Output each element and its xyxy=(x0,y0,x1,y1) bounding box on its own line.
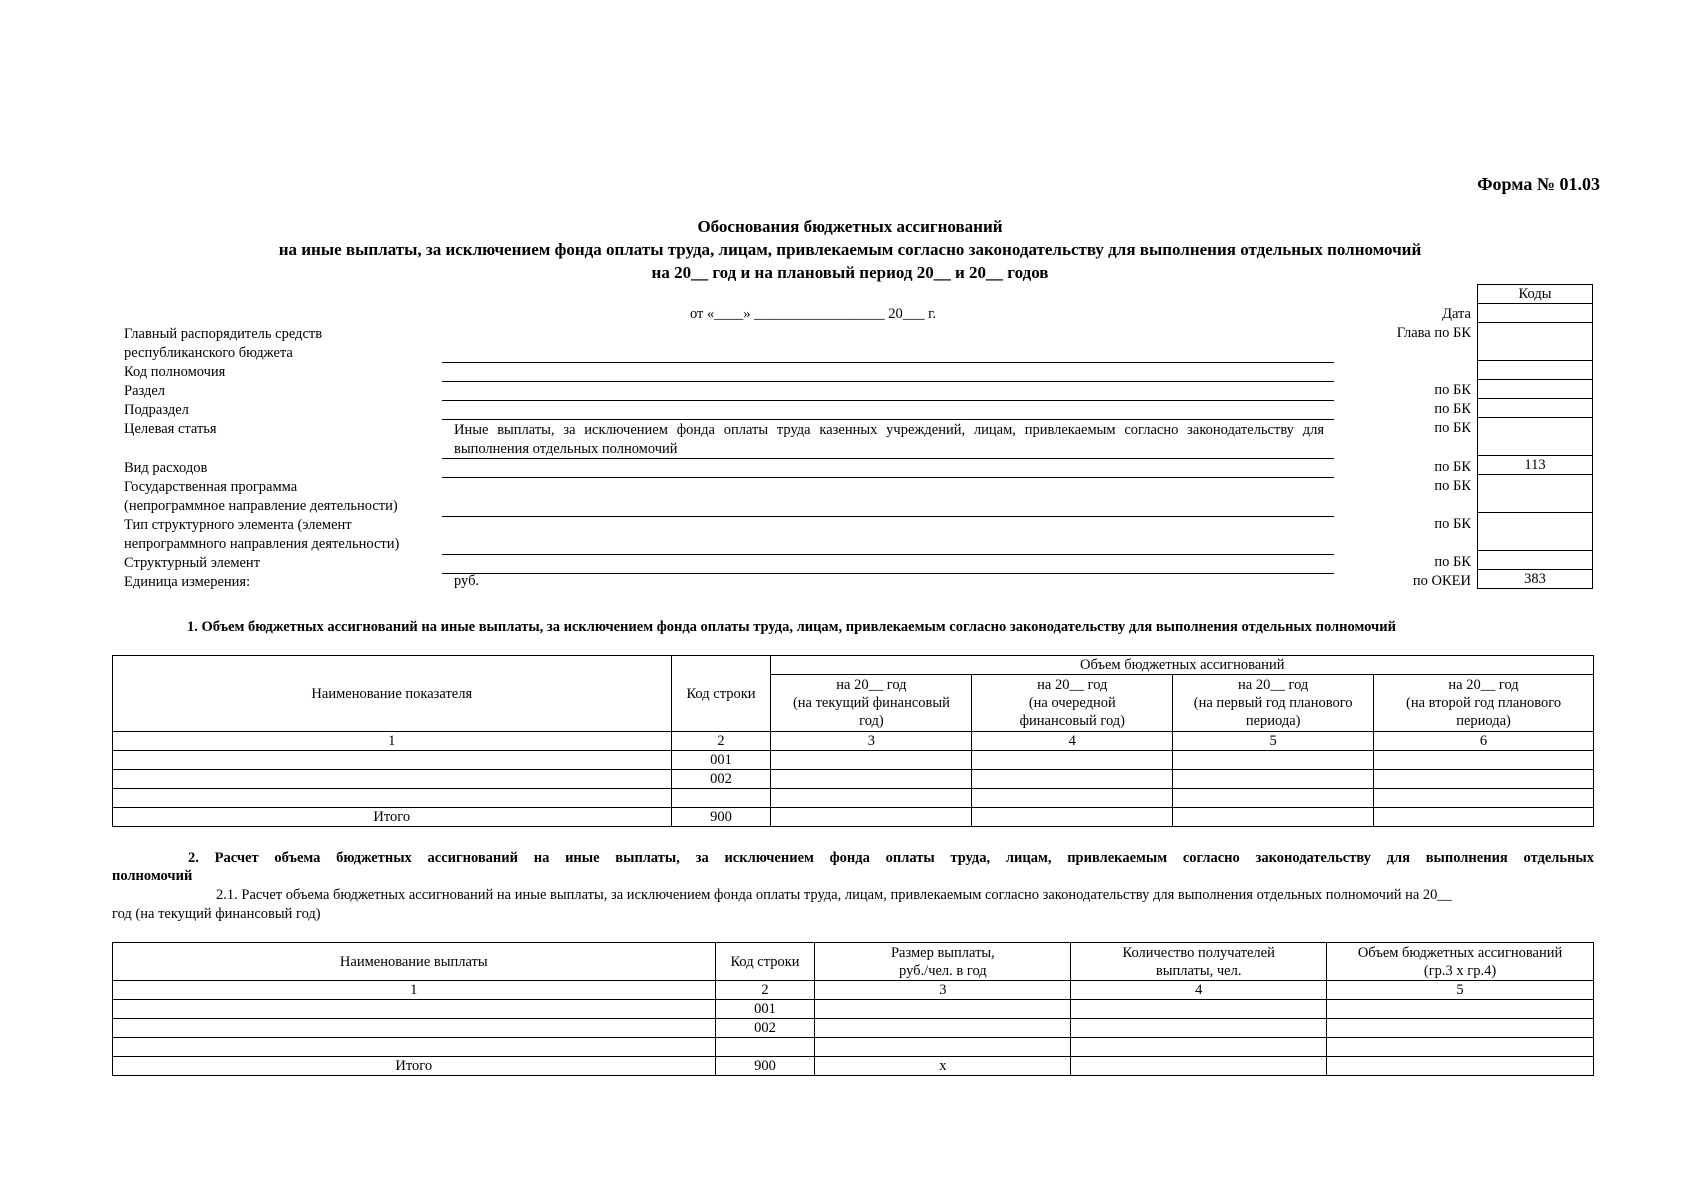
row-c3 xyxy=(815,1000,1071,1019)
col-header-3: Размер выплаты, руб./чел. в год xyxy=(815,943,1071,981)
label-po-okei: по ОКЕИ xyxy=(1412,573,1471,589)
row-c3 xyxy=(815,1038,1071,1057)
col-header-code: Код строки xyxy=(715,943,815,981)
field-line xyxy=(442,362,1334,363)
label-edinitsa: Единица измерения: xyxy=(124,574,251,590)
row-code xyxy=(671,789,771,808)
section2-sub-a: 2.1. Расчет объема бюджетных ассигнований на иные выплаты, за исключением фонда оплаты труда, лицам, привлекаемым согласно законодательству для выполнения отдельных полномочий на 20__ xyxy=(216,887,1452,903)
label-tip-1: Тип структурного элемента (элемент xyxy=(124,517,352,533)
label-po-bk: по БК xyxy=(1434,459,1471,475)
col-number: 4 xyxy=(1071,981,1327,1000)
tselevaya-value: Иные выплаты, за исключением фонда оплаты труда казенных учреждений, лицам, привлекаемым согласно законодательству для выполнения отдельных полномочий xyxy=(454,422,1324,457)
col-number: 3 xyxy=(771,732,972,751)
row-c3: х xyxy=(815,1057,1071,1076)
label-po-bk: по БК xyxy=(1434,516,1471,532)
row-code: 900 xyxy=(715,1057,815,1076)
code-cell-glava xyxy=(1478,323,1593,361)
col-number: 3 xyxy=(815,981,1071,1000)
code-cell-podrazdel xyxy=(1478,399,1593,418)
document-title-line2: на иные выплаты, за исключением фонда оплаты труда, лицам, привлекаемым согласно законодательству для выполнения отдельных полномочий xyxy=(278,240,1422,259)
codes-table xyxy=(1477,284,1593,589)
table-row xyxy=(113,789,1594,808)
section2-title-a: 2. Расчет объема бюджетных ассигнований на иные выплаты, за исключением фонда оплаты труда, лицам, привлекаемым согласно законодательству для выполнения отдельных xyxy=(188,850,1594,866)
col-number: 1 xyxy=(113,981,716,1000)
section1-table xyxy=(112,655,1594,827)
col-number: 2 xyxy=(671,732,771,751)
label-vid-raskhodov: Вид расходов xyxy=(124,460,208,476)
col-number: 1 xyxy=(113,732,672,751)
label-gos-prog-2: (непрограммное направление деятельности) xyxy=(124,498,398,514)
col-header-group: Объем бюджетных ассигнований xyxy=(771,656,1594,675)
col-number: 5 xyxy=(1327,981,1594,1000)
row-name xyxy=(113,1038,716,1057)
col-number: 4 xyxy=(972,732,1173,751)
table-row-total xyxy=(113,1057,1594,1076)
code-cell-tselevaya xyxy=(1478,418,1593,456)
row-code xyxy=(715,1038,815,1057)
code-cell-data xyxy=(1478,304,1593,323)
date-line: от «____» __________________ 20___ г. xyxy=(690,306,937,322)
code-cell-gos-prog xyxy=(1478,475,1593,513)
label-podrazdel: Подраздел xyxy=(124,402,189,418)
col-header-5: на 20__ год (на первый год планового периода) xyxy=(1173,675,1374,732)
col-header-name: Наименование показателя xyxy=(113,656,672,732)
label-po-bk: по БК xyxy=(1434,382,1471,398)
col-header-3: на 20__ год (на текущий финансовый год) xyxy=(771,675,972,732)
code-cell-tip xyxy=(1478,513,1593,551)
table-row xyxy=(113,1038,1594,1057)
row-code: 002 xyxy=(671,770,771,789)
label-razdel: Раздел xyxy=(124,383,166,399)
field-line xyxy=(442,477,1334,478)
row-code: 001 xyxy=(715,1000,815,1019)
code-cell-strukt xyxy=(1478,551,1593,570)
table-row xyxy=(113,770,1594,789)
label-kod-polnomochiya: Код полномочия xyxy=(124,364,226,380)
row-code: 001 xyxy=(671,751,771,770)
col-header-6: на 20__ год (на второй год планового периода) xyxy=(1374,675,1594,732)
code-cell-okei: 383 xyxy=(1478,570,1593,589)
row-name: Итого xyxy=(113,808,672,827)
row-c3 xyxy=(815,1019,1071,1038)
label-glavny-2: республиканского бюджета xyxy=(124,345,293,361)
table-row-total xyxy=(113,808,1594,827)
label-data: Дата xyxy=(1442,306,1471,322)
label-tip-2: непрограммного направления деятельности) xyxy=(124,536,400,552)
row-code: 002 xyxy=(715,1019,815,1038)
row-code: 900 xyxy=(671,808,771,827)
label-gos-prog-1: Государственная программа xyxy=(124,479,298,495)
edinitsa-value: руб. xyxy=(454,573,480,589)
label-po-bk: по БК xyxy=(1434,401,1471,417)
table-row xyxy=(113,751,1594,770)
col-header-4: Количество получателей выплаты, чел. xyxy=(1071,943,1327,981)
field-line xyxy=(442,573,1334,574)
label-po-bk: по БК xyxy=(1434,554,1471,570)
row-name xyxy=(113,1000,716,1019)
code-cell-razdel xyxy=(1478,380,1593,399)
col-number: 2 xyxy=(715,981,815,1000)
code-cell-vid: 113 xyxy=(1478,456,1593,475)
row-name xyxy=(113,770,672,789)
col-header-code: Код строки xyxy=(671,656,771,732)
field-line xyxy=(442,400,1334,401)
col-number: 6 xyxy=(1374,732,1594,751)
field-line xyxy=(442,419,1334,420)
codes-header: Коды xyxy=(1478,285,1593,304)
field-line xyxy=(442,554,1334,555)
table-row xyxy=(113,1000,1594,1019)
form-number: Форма № 01.03 xyxy=(1477,174,1600,194)
code-cell-kod xyxy=(1478,361,1593,380)
table-row xyxy=(113,1019,1594,1038)
row-name xyxy=(113,751,672,770)
row-name xyxy=(113,789,672,808)
document-title-line1: Обоснования бюджетных ассигнований xyxy=(697,217,1003,236)
field-line xyxy=(442,458,1334,459)
col-number: 5 xyxy=(1173,732,1374,751)
field-line xyxy=(442,381,1334,382)
section2-sub-b: год (на текущий финансовый год) xyxy=(112,906,321,922)
label-po-bk: по БК xyxy=(1434,420,1471,436)
section2-table xyxy=(112,942,1594,1076)
label-glava-bk: Глава по БК xyxy=(1396,325,1471,341)
col-header-5: Объем бюджетных ассигнований (гр.3 х гр.4) xyxy=(1327,943,1594,981)
row-name: Итого xyxy=(113,1057,716,1076)
section2-title-b: полномочий xyxy=(112,868,193,884)
label-tselevaya: Целевая статья xyxy=(124,421,217,437)
label-glavny-1: Главный распорядитель средств xyxy=(124,326,323,342)
row-name xyxy=(113,1019,716,1038)
document-title-line3: на 20__ год и на плановый период 20__ и 20__ годов xyxy=(651,263,1049,282)
label-po-bk: по БК xyxy=(1434,478,1471,494)
field-line xyxy=(442,516,1334,517)
col-header-4: на 20__ год (на очередной финансовый год) xyxy=(972,675,1173,732)
section1-title: 1. Объем бюджетных ассигнований на иные выплаты, за исключением фонда оплаты труда, лицам, привлекаемым согласно законодательству для выполнения отдельных полномочий xyxy=(187,619,1396,635)
label-strukt: Структурный элемент xyxy=(124,555,261,571)
col-header-name: Наименование выплаты xyxy=(113,943,716,981)
